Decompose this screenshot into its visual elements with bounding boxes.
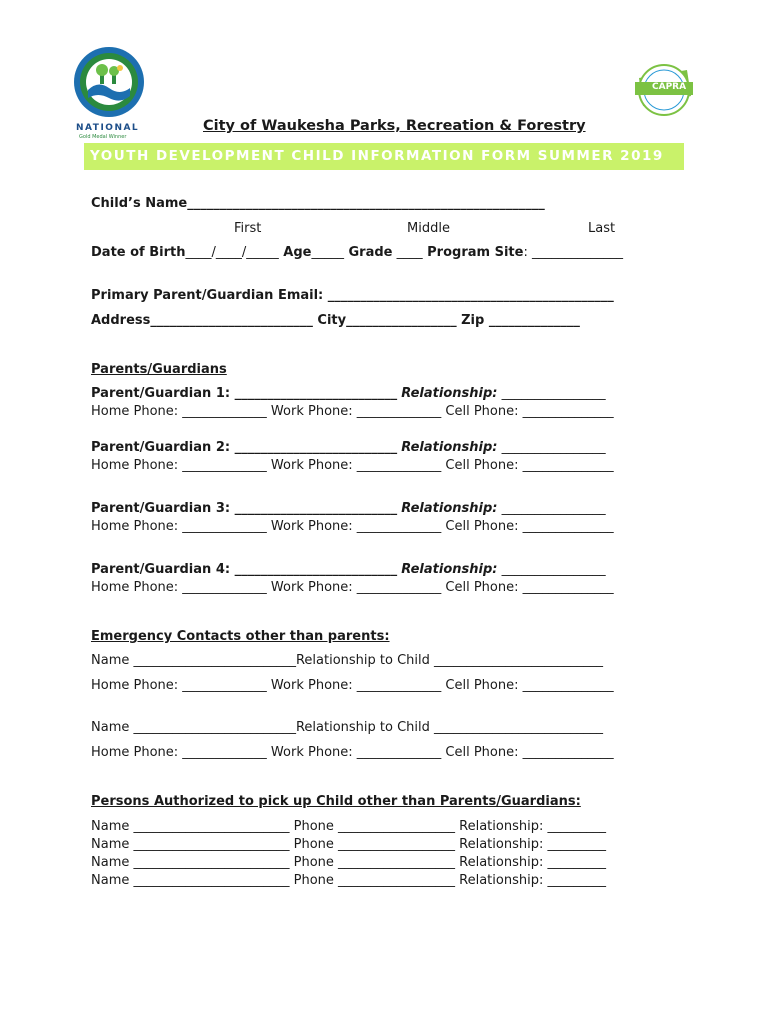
pickup-row-1[interactable]: Name ________________________ Phone __________________ Relationship: _________ xyxy=(91,819,606,834)
relationship-label: Relationship: xyxy=(401,386,498,401)
grade-field[interactable]: ____ xyxy=(392,245,423,260)
dob-age-grade-site-row xyxy=(91,245,623,260)
relationship-label: Relationship: xyxy=(401,440,498,455)
parent-row-1[interactable] xyxy=(91,386,606,401)
emergency-phones-2[interactable]: Home Phone: _____________ Work Phone: _____________ Cell Phone: ______________ xyxy=(91,745,614,760)
middle-name-label: Middle xyxy=(407,221,450,236)
program-site-field[interactable]: : ______________ xyxy=(523,245,623,260)
parent-phones-2[interactable]: Home Phone: _____________ Work Phone: _____________ Cell Phone: ______________ xyxy=(91,458,614,473)
parent-phones-3[interactable]: Home Phone: _____________ Work Phone: _____________ Cell Phone: ______________ xyxy=(91,519,614,534)
parent-row-4[interactable] xyxy=(91,562,606,577)
emergency-name-1[interactable]: Name _________________________Relationship to Child __________________________ xyxy=(91,653,604,668)
parents-heading: Parents/Guardians xyxy=(91,362,227,377)
parent-row-2[interactable] xyxy=(91,440,606,455)
relationship-field[interactable]: ________________ xyxy=(497,501,606,516)
emergency-name-2[interactable]: Name _________________________Relationship to Child __________________________ xyxy=(91,720,604,735)
capra-label: CAPRA xyxy=(652,82,687,92)
parent-guardian-field[interactable]: Parent/Guardian 3: _________________________ xyxy=(91,501,398,516)
pickup-heading: Persons Authorized to pick up Child other than Parents/Guardians: xyxy=(91,794,581,809)
relationship-field[interactable]: ________________ xyxy=(497,562,606,577)
age-label: Age xyxy=(278,245,312,260)
grade-label: Grade xyxy=(343,245,393,260)
last-name-label: Last xyxy=(588,221,616,236)
address-field[interactable]: Address_________________________ City_________________ Zip ______________ xyxy=(91,313,580,328)
parent-phones-4[interactable]: Home Phone: _____________ Work Phone: _____________ Cell Phone: ______________ xyxy=(91,580,614,595)
relationship-label: Relationship: xyxy=(401,562,498,577)
first-name-label: First xyxy=(234,221,262,236)
dob-label: Date of Birth xyxy=(91,245,186,260)
pickup-row-3[interactable]: Name ________________________ Phone __________________ Relationship: _________ xyxy=(91,855,606,870)
dob-field[interactable]: ____/____/_____ xyxy=(185,245,279,260)
program-site-label: Program Site xyxy=(422,245,524,260)
city-logo-national: NATIONAL xyxy=(76,123,140,133)
age-field[interactable]: _____ xyxy=(311,245,344,260)
pickup-row-2[interactable]: Name ________________________ Phone __________________ Relationship: _________ xyxy=(91,837,606,852)
relationship-label: Relationship: xyxy=(401,501,498,516)
parent-row-3[interactable] xyxy=(91,501,606,516)
form-banner-text: YOUTH DEVELOPMENT CHILD INFORMATION FORM SUMMER 2019 xyxy=(90,148,664,164)
relationship-field[interactable]: ________________ xyxy=(497,386,606,401)
form-title: City of Waukesha Parks, Recreation & Forestry xyxy=(203,118,586,134)
relationship-field[interactable]: ________________ xyxy=(497,440,606,455)
child-name-field[interactable]: Child’s Name_______________________________________________________ xyxy=(91,196,545,211)
parent-email-field[interactable]: Primary Parent/Guardian Email: ____________________________________________ xyxy=(91,288,614,303)
parent-guardian-field[interactable]: Parent/Guardian 4: _________________________ xyxy=(91,562,398,577)
form-banner xyxy=(84,143,684,170)
pickup-row-4[interactable]: Name ________________________ Phone __________________ Relationship: _________ xyxy=(91,873,606,888)
parent-phones-1[interactable]: Home Phone: _____________ Work Phone: _____________ Cell Phone: ______________ xyxy=(91,404,614,419)
city-logo-gold-medal: Gold Medal Winner xyxy=(79,134,127,140)
emergency-heading: Emergency Contacts other than parents: xyxy=(91,629,390,644)
parent-guardian-field[interactable]: Parent/Guardian 1: _________________________ xyxy=(91,386,398,401)
parent-guardian-field[interactable]: Parent/Guardian 2: _________________________ xyxy=(91,440,398,455)
emergency-phones-1[interactable]: Home Phone: _____________ Work Phone: _____________ Cell Phone: ______________ xyxy=(91,678,614,693)
capra-badge xyxy=(631,60,695,120)
